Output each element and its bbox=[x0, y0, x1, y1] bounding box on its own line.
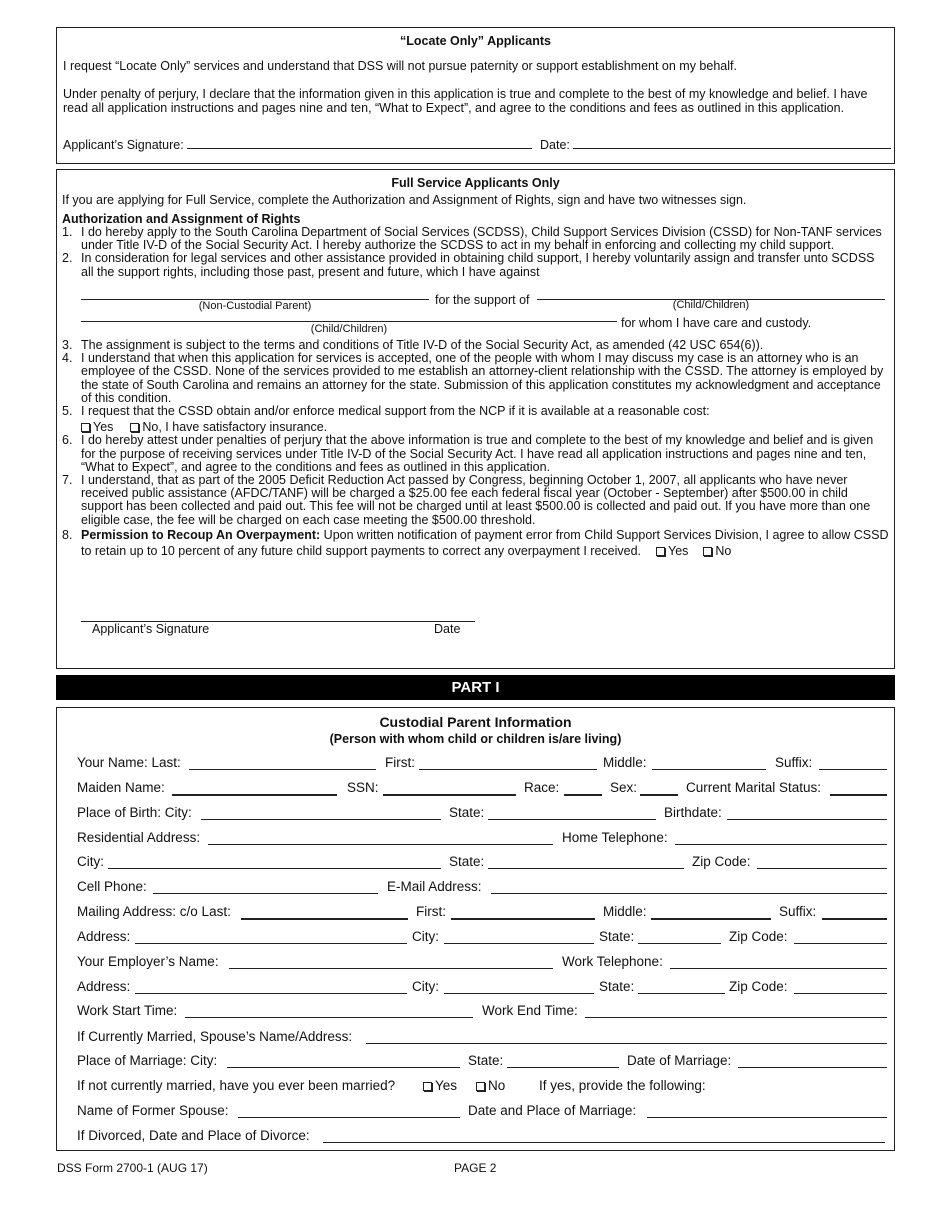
employer-state-field[interactable] bbox=[638, 993, 725, 994]
for-support-of-text: for the support of bbox=[435, 293, 530, 307]
birth-state-field[interactable] bbox=[488, 819, 656, 820]
page-number: PAGE 2 bbox=[454, 1161, 497, 1175]
row-contact bbox=[77, 879, 887, 897]
spouse-label: If Currently Married, Spouse’s Name/Address: bbox=[77, 1029, 353, 1044]
first-name-label: First: bbox=[385, 755, 415, 770]
applicant-signature-caption: Applicant’s Signature bbox=[92, 622, 210, 636]
child-caption-1: (Child/Children) bbox=[672, 299, 750, 311]
overpayment-yes-checkbox[interactable] bbox=[656, 547, 665, 556]
date-place-marriage-field[interactable] bbox=[647, 1117, 887, 1118]
locate-only-request: I request “Locate Only” services and understand that DSS will not pursue paternity or support establishment on my behalf. bbox=[63, 59, 737, 73]
mailing-first-field[interactable] bbox=[451, 918, 595, 920]
marriage-date-label: Date of Marriage: bbox=[627, 1053, 732, 1068]
ever-married-yes[interactable]: Yes bbox=[423, 1078, 457, 1093]
suffix-label: Suffix: bbox=[775, 755, 813, 770]
divorce-field[interactable] bbox=[323, 1142, 885, 1143]
mailing-state-field[interactable] bbox=[638, 943, 721, 944]
child-field-2[interactable] bbox=[81, 321, 617, 322]
locate-only-title: “Locate Only” Applicants bbox=[400, 34, 551, 48]
list-item: 7. I understand, that as part of the 2005 Deficit Reduction Act passed by Congress, beginning October 1, 2007, all applicants who have never received public assistance (AFDC/TANF) will be charged a $25.00 fee each federal fiscal year (October - September) after $500.00 in child support has been collected and paid out. This fee will not be charged until at least $500.00 is collected and paid out. If you have more than one eligible case, the fee will be charged on each case meeting the $500.00 threshold. bbox=[62, 473, 871, 527]
home-telephone-field[interactable] bbox=[675, 844, 887, 845]
list-item: 3. The assignment is subject to the terms and conditions of Title IV-D of the Social Security Act, as amended (42 USC 654(6)). bbox=[62, 338, 764, 352]
mailing-suffix-label: Suffix: bbox=[779, 904, 817, 919]
home-telephone-label: Home Telephone: bbox=[562, 830, 668, 845]
full-service-title: Full Service Applicants Only bbox=[391, 176, 560, 190]
race-label: Race: bbox=[524, 780, 560, 795]
work-telephone-field[interactable] bbox=[670, 968, 887, 969]
middle-name-field[interactable] bbox=[652, 769, 766, 770]
zip-field[interactable] bbox=[757, 868, 887, 869]
list-item: 1. I do hereby apply to the South Carolina Department of Social Services (SCDSS), Child Support Services Division (CSSD) for Non-TANF services under Title IV-D of the Social Security Act. I hereby authorize the SCDSS to act in my behalf in enforcing and collecting my child support. bbox=[62, 225, 882, 253]
maiden-name-field[interactable] bbox=[172, 794, 337, 796]
auth-heading: Authorization and Assignment of Rights bbox=[62, 212, 301, 226]
marriage-city-label: Place of Marriage: City: bbox=[77, 1053, 218, 1068]
medical-yes-checkbox[interactable] bbox=[81, 423, 90, 432]
employer-zip-field[interactable] bbox=[794, 993, 887, 994]
medical-support-options: Yes No, I have satisfactory insurance. bbox=[62, 421, 890, 434]
work-end-label: Work End Time: bbox=[482, 1003, 578, 1018]
sex-label: Sex: bbox=[610, 780, 638, 795]
custodial-title: Custodial Parent Information bbox=[379, 714, 572, 730]
locate-date-field[interactable] bbox=[573, 148, 891, 149]
marriage-state-label: State: bbox=[468, 1053, 504, 1068]
sex-field[interactable] bbox=[640, 794, 678, 796]
employer-address-field[interactable] bbox=[135, 993, 407, 994]
auth-items-2 bbox=[62, 339, 890, 559]
mailing-middle-label: Middle: bbox=[603, 904, 647, 919]
mailing-city-label: City: bbox=[412, 929, 439, 944]
ever-married-no[interactable]: No bbox=[476, 1078, 505, 1093]
full-service-section bbox=[56, 169, 895, 669]
birth-city-label: Place of Birth: City: bbox=[77, 805, 192, 820]
marriage-state-field[interactable] bbox=[507, 1067, 619, 1068]
row-mailing bbox=[77, 904, 887, 922]
city-field[interactable] bbox=[108, 868, 441, 869]
birthdate-label: Birthdate: bbox=[664, 805, 722, 820]
residential-address-label: Residential Address: bbox=[77, 830, 201, 845]
row-maiden bbox=[77, 780, 887, 798]
child-caption-2: (Child/Children) bbox=[310, 323, 388, 335]
maiden-name-label: Maiden Name: bbox=[77, 780, 165, 795]
row-residential bbox=[77, 830, 887, 848]
divorce-label: If Divorced, Date and Place of Divorce: bbox=[77, 1128, 310, 1143]
marital-status-field[interactable] bbox=[830, 794, 887, 796]
care-custody-text: for whom I have care and custody. bbox=[621, 316, 812, 330]
ever-married-question: If not currently married, have you ever been married? bbox=[77, 1078, 396, 1093]
mailing-address-field[interactable] bbox=[135, 943, 407, 944]
ever-married-no-checkbox[interactable] bbox=[476, 1082, 485, 1091]
mailing-last-label: Mailing Address: c/o Last: bbox=[77, 904, 231, 919]
state-label: State: bbox=[449, 854, 485, 869]
applicant-date-caption: Date bbox=[434, 622, 461, 636]
residential-address-field[interactable] bbox=[208, 844, 553, 845]
mailing-zip-field[interactable] bbox=[794, 943, 887, 944]
mailing-address-label: Address: bbox=[77, 929, 131, 944]
suffix-field[interactable] bbox=[819, 769, 887, 770]
email-label: E-Mail Address: bbox=[387, 879, 482, 894]
ncp-caption: (Non-Custodial Parent) bbox=[198, 300, 312, 312]
mailing-first-label: First: bbox=[416, 904, 446, 919]
cell-phone-field[interactable] bbox=[153, 893, 378, 894]
part-heading: PART I bbox=[56, 675, 895, 700]
first-name-field[interactable] bbox=[419, 769, 597, 770]
marriage-city-field[interactable] bbox=[227, 1067, 460, 1068]
row-name bbox=[77, 755, 887, 773]
mailing-suffix-field[interactable] bbox=[822, 918, 887, 920]
medical-no-checkbox[interactable] bbox=[130, 423, 139, 432]
mailing-middle-field[interactable] bbox=[651, 918, 771, 920]
last-name-field[interactable] bbox=[189, 769, 376, 770]
city-label: City: bbox=[77, 854, 104, 869]
auth-items-1 bbox=[62, 226, 890, 279]
work-end-field[interactable] bbox=[585, 1017, 887, 1018]
row-work-time bbox=[77, 1003, 887, 1021]
locate-only-section bbox=[56, 27, 895, 164]
list-item: 5. I request that the CSSD obtain and/or enforce medical support from the NCP if it is available at a reasonable cost: bbox=[62, 404, 710, 419]
mailing-state-label: State: bbox=[599, 929, 635, 944]
row-ever-married bbox=[77, 1078, 887, 1096]
employer-zip-label: Zip Code: bbox=[729, 979, 788, 994]
row-divorce bbox=[77, 1128, 887, 1146]
mailing-city-field[interactable] bbox=[444, 943, 594, 944]
employer-city-field[interactable] bbox=[444, 993, 594, 994]
form-number: DSS Form 2700-1 (AUG 17) bbox=[57, 1161, 208, 1175]
if-yes-text: If yes, provide the following: bbox=[539, 1078, 706, 1093]
locate-signature-field[interactable] bbox=[187, 148, 532, 149]
former-spouse-field[interactable] bbox=[238, 1117, 460, 1118]
employer-address-label: Address: bbox=[77, 979, 131, 994]
row-marriage-place bbox=[77, 1053, 887, 1071]
zip-label: Zip Code: bbox=[692, 854, 751, 869]
custodial-parent-section bbox=[56, 707, 895, 1151]
birth-city-field[interactable] bbox=[201, 819, 441, 820]
ssn-label: SSN: bbox=[347, 780, 379, 795]
list-item-overpayment: 8. Permission to Recoup An Overpayment: Upon written notification of payment error from Child Support Services Division, I agree to allow CSSD to retain up to 10 percent of any future child support payments to correct any overpayment I received. Yes No bbox=[62, 527, 889, 558]
spouse-field[interactable] bbox=[366, 1043, 887, 1044]
state-field[interactable] bbox=[488, 868, 684, 869]
list-item: 4. I understand that when this application for services is accepted, one of the people with whom I may discuss my case is an attorney who is an employee of the CSSD. None of the services provided to me establish an attorney-client relationship with the CSSD. The attorney is employed by the state of South Carolina and remains an attorney for the state. Submission of this application constitutes my acknowledgment and acceptance of this condition. bbox=[62, 351, 884, 405]
birth-state-label: State: bbox=[449, 805, 485, 820]
employer-state-label: State: bbox=[599, 979, 635, 994]
row-employer-address bbox=[77, 979, 887, 997]
marital-status-label: Current Marital Status: bbox=[686, 780, 822, 795]
ssn-field[interactable] bbox=[383, 794, 516, 796]
list-item: 2. In consideration for legal services and other assistance provided in obtaining child support, I hereby voluntarily assign and transfer unto SCDSS all the support rights, including those past, present and future, which I have against bbox=[62, 251, 875, 279]
overpayment-no-checkbox[interactable] bbox=[703, 547, 712, 556]
former-spouse-label: Name of Former Spouse: bbox=[77, 1103, 229, 1118]
custodial-subtitle: (Person with whom child or children is/are living) bbox=[329, 732, 622, 746]
ever-married-yes-checkbox[interactable] bbox=[423, 1082, 432, 1091]
employer-city-label: City: bbox=[412, 979, 439, 994]
last-name-label: Your Name: Last: bbox=[77, 755, 181, 770]
locate-signature-label: Applicant’s Signature: bbox=[63, 138, 184, 152]
row-former-spouse bbox=[77, 1103, 887, 1121]
email-field[interactable] bbox=[491, 893, 887, 894]
row-birth bbox=[77, 805, 887, 823]
row-spouse bbox=[77, 1029, 887, 1047]
date-place-marriage-label: Date and Place of Marriage: bbox=[468, 1103, 637, 1118]
birthdate-field[interactable] bbox=[727, 819, 887, 820]
cell-phone-label: Cell Phone: bbox=[77, 879, 147, 894]
employer-label: Your Employer’s Name: bbox=[77, 954, 219, 969]
race-field[interactable] bbox=[564, 794, 602, 796]
full-service-intro: If you are applying for Full Service, complete the Authorization and Assignment of Rights, sign and have two witnesses sign. bbox=[62, 193, 747, 207]
mailing-last-field[interactable] bbox=[241, 918, 408, 920]
employer-field[interactable] bbox=[229, 968, 553, 969]
mailing-zip-label: Zip Code: bbox=[729, 929, 788, 944]
row-employer bbox=[77, 954, 887, 972]
locate-only-declaration: Under penalty of perjury, I declare that the information given in this application is true and complete to the best of my knowledge and belief. I have read all application instructions and pages nine and ten, “What to Expect”, and agree to the conditions and fees as outlined in this application. bbox=[63, 87, 868, 115]
work-telephone-label: Work Telephone: bbox=[562, 954, 663, 969]
middle-name-label: Middle: bbox=[603, 755, 647, 770]
work-start-label: Work Start Time: bbox=[77, 1003, 178, 1018]
list-item: 6. I do hereby attest under penalties of perjury that the above information is true and complete to the best of my knowledge and belief and is given for the purpose of receiving services under Title IV-D of the Social Security Act. I have read all application instructions and pages nine and ten, “What to Expect”, and agree to the conditions and fees as outlined in this application. bbox=[62, 433, 874, 474]
marriage-date-field[interactable] bbox=[738, 1067, 887, 1068]
row-mailing-address bbox=[77, 929, 887, 947]
row-city bbox=[77, 854, 887, 872]
locate-date-label: Date: bbox=[540, 138, 570, 152]
work-start-field[interactable] bbox=[185, 1017, 473, 1018]
